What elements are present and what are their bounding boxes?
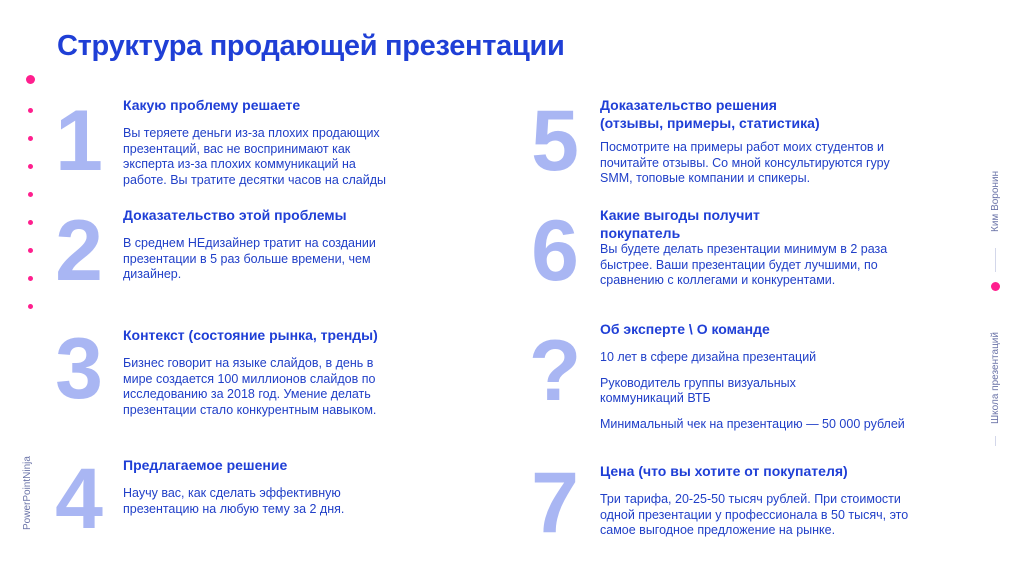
decor-dot: [28, 108, 33, 113]
step-block: [600, 320, 905, 432]
decor-dot: [28, 164, 33, 169]
step-text: Вы будете делать презентации минимум в 2 раза быстрее. Ваши презентации будет лучшими, по сравнению с коллегами и конкурентами.: [600, 242, 888, 287]
step-heading: Доказательство решения (отзывы, примеры, статистика): [600, 97, 820, 131]
step-number: 2: [55, 203, 103, 299]
decor-dot: [991, 282, 1000, 291]
step-text: Руководитель группы визуальных коммуникаций ВТБ: [600, 375, 796, 405]
divider: [995, 248, 996, 272]
step-text: Три тарифа, 20-25-50 тысяч рублей. При стоимости одной презентации у профессионала в 50 тысяч, это самое выгодное предложение на рынке.: [600, 492, 909, 537]
school-label: Школа презентаций: [990, 332, 1001, 424]
brand-label: PowerPointNinja: [22, 456, 33, 530]
step-block: [600, 96, 900, 187]
step-number: 7: [531, 455, 579, 551]
step-number: 3: [55, 321, 103, 417]
step-number: ?: [528, 323, 582, 419]
step-heading: Доказательство этой проблемы: [123, 207, 347, 223]
divider: [995, 436, 996, 446]
step-heading: Контекст (состояние рынка, тренды): [123, 327, 378, 343]
decor-dot: [26, 75, 35, 84]
step-block: [123, 456, 423, 517]
step-block: [600, 462, 909, 539]
step-block: [123, 96, 423, 188]
decor-dot: [28, 192, 33, 197]
step-text: 10 лет в сфере дизайна презентаций: [600, 350, 817, 364]
step-text: В среднем НЕдизайнер тратит на создании презентации в 5 раз больше времени, чем дизайнер.: [123, 236, 376, 281]
page-title: Структура продающей презентации: [57, 30, 565, 62]
step-heading: Об эксперте \ О команде: [600, 321, 770, 337]
step-text: Научу вас, как сделать эффективную презентацию на любую тему за 2 дня.: [123, 486, 345, 516]
step-text: Посмотрите на примеры работ моих студентов и почитайте отзывы. Со мной консультируются гуру SMM, топовые компании и спикеры.: [600, 140, 890, 185]
step-number: 6: [531, 203, 579, 299]
step-block: [123, 206, 423, 283]
step-block: [600, 206, 900, 289]
step-heading: Какую проблему решаете: [123, 97, 301, 113]
step-number: 4: [55, 451, 103, 547]
step-text: Минимальный чек на презентацию — 50 000 рублей: [600, 416, 905, 431]
step-block: [123, 326, 423, 418]
step-heading: Цена (что вы хотите от покупателя): [600, 463, 848, 479]
decor-dot: [28, 136, 33, 141]
step-text: Вы теряете деньги из-за плохих продающих презентаций, вас не воспринимают как эксперта из-за плохих коммуникаций на работе. Вы тратите десятки часов на слайды: [123, 126, 387, 187]
step-number: 1: [55, 93, 103, 189]
decor-dot: [28, 276, 33, 281]
decor-dot: [28, 304, 33, 309]
step-heading: Какие выгоды получит покупатель: [600, 207, 760, 241]
step-text: Бизнес говорит на языке слайдов, в день в мире создается 100 миллионов слайдов по исследованию за 2018 год. Умение делать презентации стало конкурентным навыком.: [123, 356, 377, 417]
author-label: Ким Воронин: [990, 170, 1001, 232]
step-heading: Предлагаемое решение: [123, 457, 288, 473]
step-number: 5: [531, 93, 579, 189]
decor-dot: [28, 248, 33, 253]
decor-dot: [28, 220, 33, 225]
